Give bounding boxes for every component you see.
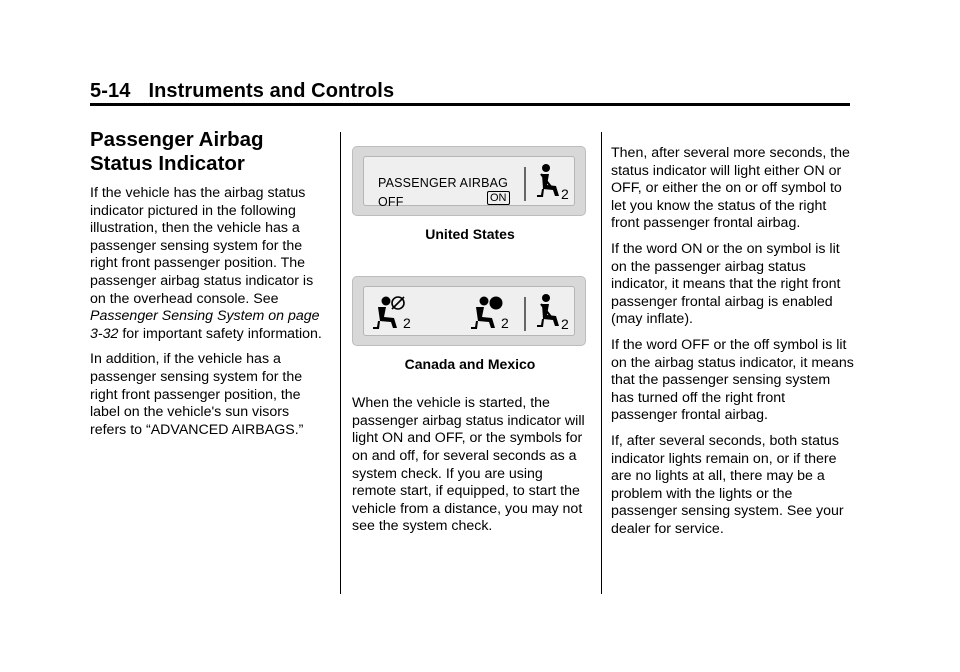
column-1 [90, 128, 328, 447]
column-2 [352, 146, 588, 544]
paragraph-visors: In addition, if the vehicle has a passenger sensing system for the right front passenger position, the label on the vehicle's sun visors refers to “ADVANCED AIRBAGS.” [90, 351, 304, 438]
column-divider-1 [340, 132, 341, 594]
seatbelt-passenger-icon [532, 293, 574, 333]
column-divider-2 [601, 132, 602, 594]
column-3 [611, 145, 855, 546]
header-rule [90, 103, 850, 106]
passenger-airbag-label: PASSENGER AIRBAG [378, 176, 509, 190]
caption-united-states: United States [425, 226, 515, 242]
paragraph-problem: If, after several seconds, both status indicator lights remain on, or if there are no lights at all, there may be a problem with the lights or the passenger sensing system. See your dealer for service. [611, 432, 844, 537]
page-number: 5-14 [90, 80, 131, 102]
svg-text:2: 2 [561, 186, 569, 202]
paragraph-on-meaning: If the word ON or the on symbol is lit on the passenger airbag status indicator, it means that the right front passenger frontal airbag is enabled (may inflate). [611, 240, 841, 328]
on-label: ON [487, 191, 510, 205]
paragraph-off-meaning: If the word OFF or the off symbol is lit on the airbag status indicator, it means that the passenger sensing system has turned off the right front passenger frontal airbag. [611, 336, 854, 424]
page-header [90, 80, 394, 103]
caption-canada-mexico: Canada and Mexico [404, 355, 536, 372]
off-label: OFF [378, 195, 404, 209]
us-indicator-illustration [352, 146, 586, 216]
airbag-off-icon [370, 291, 418, 331]
panel-separator [524, 297, 526, 331]
airbag-on-icon [468, 291, 516, 331]
canada-mexico-indicator-illustration [352, 276, 586, 346]
seatbelt-passenger-icon [532, 163, 574, 203]
svg-text:2: 2 [501, 314, 509, 331]
article-title: Passenger Airbag Status Indicator [90, 128, 264, 175]
section-title: Instruments and Controls [148, 80, 395, 102]
cross-reference-link[interactable]: Passenger Sensing System on page 3-32 [90, 308, 320, 342]
paragraph-status-light: Then, after several more seconds, the status indicator will light either ON or OFF, or either the on or off symbol to let you know the status of the right front passenger frontal airbag. [611, 145, 850, 232]
paragraph-system-check: When the vehicle is started, the passenger airbag status indicator will light ON and OFF, or the symbols for on and off, for several seconds as a system check. If you are using remote start, if equipped, to start the vehicle from a distance, you may not see the system check. [352, 395, 585, 535]
svg-text:2: 2 [403, 314, 411, 331]
svg-text:2: 2 [561, 315, 569, 332]
paragraph-intro: If the vehicle has the airbag status indicator pictured in the following illustration, then the vehicle has a passenger sensing system for the right front passenger position. The passenger airbag status indicator is on the overhead console. See Passenger Sensing System on page 3-32 for important safety information. [90, 185, 322, 342]
panel-separator [524, 167, 526, 201]
